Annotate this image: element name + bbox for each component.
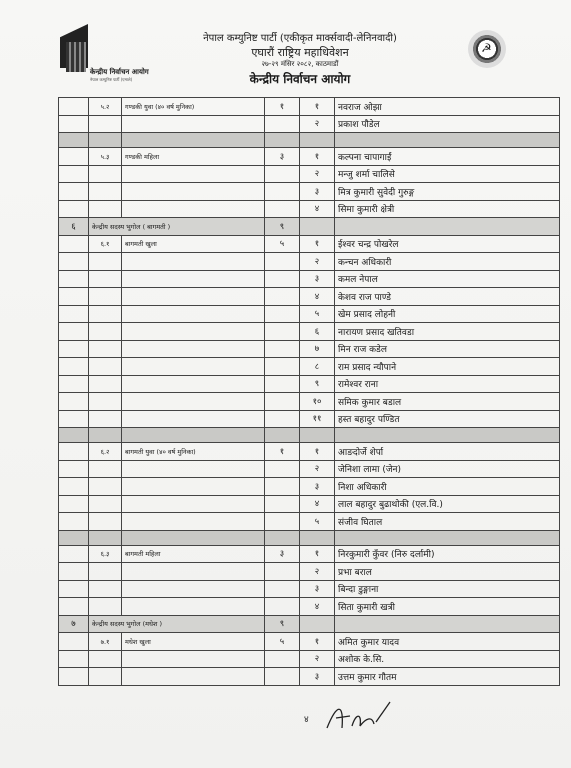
candidate-name: आङदोर्जे शेर्पा [335, 443, 560, 461]
seat-count [265, 340, 300, 358]
category-code [89, 598, 122, 616]
category-code [89, 580, 122, 598]
candidate-number: २ [300, 563, 335, 581]
section-row [59, 615, 560, 633]
candidate-name: संजीव घिताल [335, 513, 560, 531]
category-name [122, 598, 265, 616]
candidate-number: १ [300, 98, 335, 116]
serial-cell [59, 165, 89, 183]
separator-cell [335, 133, 560, 148]
serial-cell [59, 235, 89, 253]
seat-count: १ [265, 443, 300, 461]
candidate-number: ३ [300, 478, 335, 496]
seat-count: ५ [265, 235, 300, 253]
seat-count [265, 200, 300, 218]
candidate-name: कन्चन अधिकारी [335, 253, 560, 271]
candidate-name: उत्तम कुमार गौतम [335, 668, 560, 686]
table-row [59, 443, 560, 461]
separator-cell [89, 530, 122, 545]
category-name [122, 323, 265, 341]
table-row [59, 98, 560, 116]
table-row [59, 598, 560, 616]
category-name [122, 253, 265, 271]
category-name [122, 183, 265, 201]
separator-cell [59, 530, 89, 545]
candidate-name: कल्पना चापागाईं [335, 148, 560, 166]
candidate-number: १० [300, 393, 335, 411]
candidate-number: ४ [300, 495, 335, 513]
serial-cell [59, 650, 89, 668]
empty-cell [335, 218, 560, 236]
category-code [89, 478, 122, 496]
seat-count [265, 410, 300, 428]
serial-cell [59, 115, 89, 133]
category-code [89, 410, 122, 428]
separator-row [59, 133, 560, 148]
empty-cell [300, 615, 335, 633]
candidate-number: १ [300, 235, 335, 253]
category-code [89, 495, 122, 513]
candidate-number: ५ [300, 305, 335, 323]
candidate-number: ३ [300, 668, 335, 686]
separator-cell [122, 530, 265, 545]
category-name [122, 495, 265, 513]
candidate-number: २ [300, 650, 335, 668]
seat-count [265, 165, 300, 183]
category-name [122, 358, 265, 376]
section-number: ७ [59, 615, 89, 633]
candidate-number: १ [300, 633, 335, 651]
serial-cell [59, 563, 89, 581]
table-row [59, 288, 560, 306]
serial-cell [59, 358, 89, 376]
category-code: ६.३ [89, 545, 122, 563]
candidate-number: २ [300, 253, 335, 271]
seat-count [265, 393, 300, 411]
category-name [122, 375, 265, 393]
table-row [59, 495, 560, 513]
candidate-name: नारायण प्रसाद खतिवडा [335, 323, 560, 341]
category-name [122, 393, 265, 411]
table-row [59, 478, 560, 496]
category-code [89, 183, 122, 201]
candidate-number: २ [300, 115, 335, 133]
category-name: बागमती युवा (४० वर्ष मुनिका) [122, 443, 265, 461]
serial-cell [59, 410, 89, 428]
party-name: नेपाल कम्युनिष्ट पार्टी (एकीकृत मार्क्सवादी-लेनिनवादी) [203, 33, 397, 44]
seat-count [265, 115, 300, 133]
candidate-name: निरकुमारी कुँवर (निरु दर्लामी) [335, 545, 560, 563]
candidate-number: ८ [300, 358, 335, 376]
seat-count [265, 650, 300, 668]
candidate-name: रामेश्वर राना [335, 375, 560, 393]
serial-cell [59, 98, 89, 116]
seat-count [265, 305, 300, 323]
table-row [59, 165, 560, 183]
table-row [59, 200, 560, 218]
table-row [59, 410, 560, 428]
candidate-number: ३ [300, 270, 335, 288]
category-name [122, 668, 265, 686]
document-header [0, 0, 571, 95]
candidate-number: ९ [300, 375, 335, 393]
candidate-number: ११ [300, 410, 335, 428]
candidate-number: ३ [300, 183, 335, 201]
category-name [122, 563, 265, 581]
candidate-number: २ [300, 460, 335, 478]
separator-cell [122, 133, 265, 148]
table-row [59, 270, 560, 288]
table-row [59, 580, 560, 598]
candidate-name: ईश्वर चन्द्र पोखरेल [335, 235, 560, 253]
category-code [89, 358, 122, 376]
table-row [59, 323, 560, 341]
category-name: मधेश खुला [122, 633, 265, 651]
serial-cell [59, 340, 89, 358]
serial-cell [59, 545, 89, 563]
separator-cell [265, 530, 300, 545]
candidate-name: नवराज ओझा [335, 98, 560, 116]
commission-title: केन्द्रीय निर्वाचन आयोग [249, 72, 351, 86]
candidate-number: १ [300, 545, 335, 563]
dates-place: २७-२९ मंसिर २०८२, काठमाडौं [261, 60, 339, 68]
table-row [59, 650, 560, 668]
table-row [59, 253, 560, 271]
category-code [89, 323, 122, 341]
candidate-name: बिन्दा डुङ्गाना [335, 580, 560, 598]
category-code: ५.२ [89, 98, 122, 116]
category-code: ६.२ [89, 443, 122, 461]
candidate-number: २ [300, 165, 335, 183]
table-row [59, 375, 560, 393]
separator-cell [335, 530, 560, 545]
candidate-name: हस्त बहादुर पण्डित [335, 410, 560, 428]
logo-text: केन्द्रीय निर्वाचन आयोग [90, 68, 149, 76]
category-name [122, 200, 265, 218]
serial-cell [59, 288, 89, 306]
seat-count [265, 323, 300, 341]
category-code: ६.१ [89, 235, 122, 253]
candidate-number: ४ [300, 288, 335, 306]
category-code [89, 460, 122, 478]
separator-cell [122, 428, 265, 443]
section-label: केन्द्रीय सदस्य भुगोल (मधेश ) [89, 615, 265, 633]
category-code [89, 165, 122, 183]
serial-cell [59, 460, 89, 478]
category-code [89, 305, 122, 323]
separator-cell [265, 133, 300, 148]
table-row [59, 235, 560, 253]
separator-row [59, 428, 560, 443]
seat-count [265, 495, 300, 513]
page-number: ४ [304, 715, 309, 725]
candidate-number: १ [300, 443, 335, 461]
table-row [59, 358, 560, 376]
category-name [122, 115, 265, 133]
serial-cell [59, 305, 89, 323]
logo-subtext: नेपाल कम्युनिष्ट पार्टी (एमाले) [90, 77, 133, 82]
category-code: ७.१ [89, 633, 122, 651]
seat-count [265, 253, 300, 271]
seat-count [265, 288, 300, 306]
separator-cell [300, 428, 335, 443]
table-row [59, 513, 560, 531]
separator-cell [89, 133, 122, 148]
category-code [89, 288, 122, 306]
serial-cell [59, 580, 89, 598]
candidate-name: मित्र कुमारी सुवेदी गुरुङ्ग [335, 183, 560, 201]
serial-cell [59, 323, 89, 341]
seat-count: ३ [265, 545, 300, 563]
serial-cell [59, 253, 89, 271]
category-code [89, 200, 122, 218]
category-code: ५.३ [89, 148, 122, 166]
tower-icon [66, 42, 86, 72]
candidate-number: ३ [300, 580, 335, 598]
table-row [59, 340, 560, 358]
category-code [89, 650, 122, 668]
separator-cell [89, 428, 122, 443]
category-code [89, 393, 122, 411]
seat-count [265, 598, 300, 616]
candidate-name: जेनिशा लामा (जेन) [335, 460, 560, 478]
category-name [122, 340, 265, 358]
candidate-name: मन्जु शर्मा चालिसे [335, 165, 560, 183]
category-code [89, 340, 122, 358]
candidate-number: ६ [300, 323, 335, 341]
separator-row [59, 530, 560, 545]
candidate-name: खेम प्रसाद लोहनी [335, 305, 560, 323]
serial-cell [59, 513, 89, 531]
candidate-name: केशव राज पाण्डे [335, 288, 560, 306]
seat-count [265, 270, 300, 288]
seat-count [265, 668, 300, 686]
category-name [122, 478, 265, 496]
category-name: गण्डकी युवा (४० वर्ष मुनिका) [122, 98, 265, 116]
candidate-table [58, 97, 560, 686]
table-row [59, 148, 560, 166]
category-name [122, 513, 265, 531]
category-code [89, 253, 122, 271]
category-name [122, 165, 265, 183]
section-number: ६ [59, 218, 89, 236]
table-row [59, 633, 560, 651]
convention-title: एघारौं राष्ट्रिय महाधिवेशन [251, 46, 349, 59]
candidate-name: सिमा कुमारी क्षेत्री [335, 200, 560, 218]
seat-count [265, 460, 300, 478]
serial-cell [59, 478, 89, 496]
section-seats: ९ [265, 615, 300, 633]
category-code [89, 115, 122, 133]
candidate-number: ४ [300, 200, 335, 218]
candidate-name: कमल नेपाल [335, 270, 560, 288]
category-name: गण्डकी महिला [122, 148, 265, 166]
empty-cell [300, 218, 335, 236]
seat-count: ५ [265, 633, 300, 651]
candidate-number: १ [300, 148, 335, 166]
category-name: बागमती महिला [122, 545, 265, 563]
table-row [59, 183, 560, 201]
category-code [89, 375, 122, 393]
seat-count: १ [265, 98, 300, 116]
category-code [89, 270, 122, 288]
serial-cell [59, 633, 89, 651]
serial-cell [59, 495, 89, 513]
seat-count [265, 563, 300, 581]
serial-cell [59, 200, 89, 218]
candidate-name: समिक कुमार बडाल [335, 393, 560, 411]
candidate-number: ४ [300, 598, 335, 616]
category-name [122, 580, 265, 598]
candidate-number: ७ [300, 340, 335, 358]
separator-cell [300, 530, 335, 545]
candidate-name: राम प्रसाद न्यौपाने [335, 358, 560, 376]
category-name [122, 650, 265, 668]
seat-count: ३ [265, 148, 300, 166]
empty-cell [335, 615, 560, 633]
seat-count [265, 580, 300, 598]
category-code [89, 513, 122, 531]
table-row [59, 305, 560, 323]
seat-count [265, 375, 300, 393]
serial-cell [59, 148, 89, 166]
separator-cell [59, 428, 89, 443]
seat-count [265, 478, 300, 496]
serial-cell [59, 375, 89, 393]
category-name [122, 410, 265, 428]
candidate-name: अशोक के.सि. [335, 650, 560, 668]
serial-cell [59, 443, 89, 461]
candidate-name: निशा अधिकारी [335, 478, 560, 496]
table-row [59, 668, 560, 686]
category-name [122, 460, 265, 478]
category-code [89, 563, 122, 581]
table-row [59, 393, 560, 411]
table-row [59, 545, 560, 563]
separator-cell [265, 428, 300, 443]
section-row [59, 218, 560, 236]
seat-count [265, 183, 300, 201]
candidate-name: प्रकाश पौडेल [335, 115, 560, 133]
seat-count [265, 358, 300, 376]
serial-cell [59, 668, 89, 686]
separator-cell [335, 428, 560, 443]
category-name [122, 270, 265, 288]
candidate-name: प्रभा बराल [335, 563, 560, 581]
table-row [59, 115, 560, 133]
candidate-name: लाल बहादुर बुढाथोकी (एल.वि.) [335, 495, 560, 513]
category-name [122, 288, 265, 306]
separator-cell [59, 133, 89, 148]
candidate-name: अमित कुमार यादव [335, 633, 560, 651]
seat-count [265, 513, 300, 531]
serial-cell [59, 598, 89, 616]
category-name [122, 305, 265, 323]
section-label: केन्द्रीय सदस्य भुगोल ( बागमती ) [89, 218, 265, 236]
party-emblem-icon: ☭ [468, 30, 506, 68]
serial-cell [59, 393, 89, 411]
section-seats: ९ [265, 218, 300, 236]
separator-cell [300, 133, 335, 148]
candidate-name: सिता कुमारी खत्री [335, 598, 560, 616]
candidate-number: ५ [300, 513, 335, 531]
serial-cell [59, 183, 89, 201]
signature [322, 698, 392, 738]
category-name: बागमती खुला [122, 235, 265, 253]
table-row [59, 563, 560, 581]
candidate-name: मिन राज कडेल [335, 340, 560, 358]
category-code [89, 668, 122, 686]
serial-cell [59, 270, 89, 288]
table-row [59, 460, 560, 478]
